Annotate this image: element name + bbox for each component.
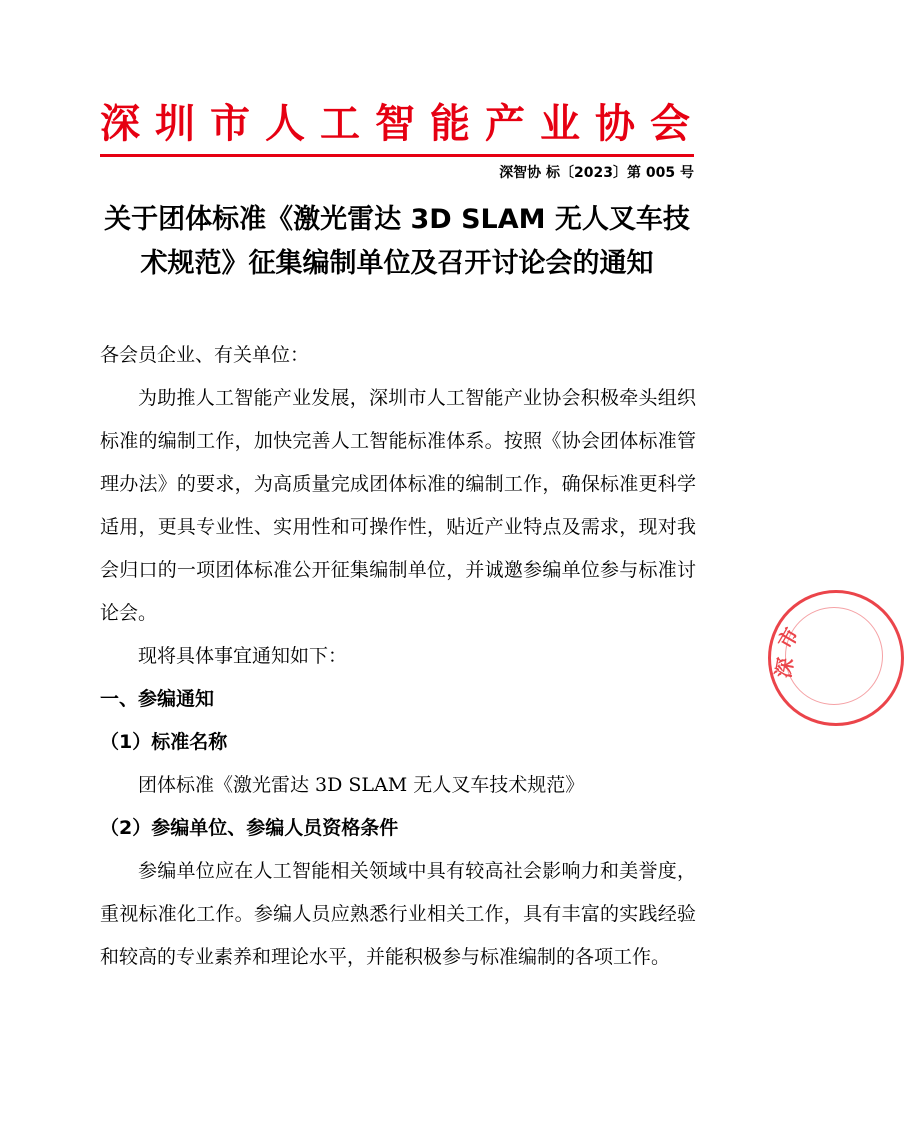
notice-title-line-2: 术规范》征集编制单位及召开讨论会的通知 — [140, 248, 654, 279]
seal-char-2: 深 — [770, 655, 799, 680]
salutation: 各会员企业、有关单位： — [100, 344, 310, 366]
notice-title-line-1: 关于团体标准《激光雷达 3D SLAM 无人叉车技 — [104, 204, 690, 235]
section-heading-1: 一、参编通知 — [100, 688, 215, 710]
document-number: 深智协 标〔2023〕第 005 号 — [499, 165, 694, 181]
intro-paragraph: 为助推人工智能产业发展，深圳市人工智能产业协会积极牵头组织标准的编制工作，加快完善人工智能标准体系。按照《协会团体标准管理办法》的要求，为高质量完成团体标准的编制工作，确保标准更科学适用，更具专业性、实用性和可操作性，贴近产业特点及需求，现对我会归口的一项团体标准公开征集编制单位，并诚邀参编单位参与标准讨论会。 — [100, 387, 696, 624]
organization-title: 深圳市人工智能产业协会 — [100, 101, 705, 147]
notice-title — [90, 198, 704, 286]
qualifications-paragraph: 参编单位应在人工智能相关领域中具有较高社会影响力和美誉度，重视标准化工作。参编人员应熟悉行业相关工作，具有丰富的实践经验和较高的专业素养和理论水平，并能积极参与标准编制的各项工作。 — [100, 860, 696, 968]
official-seal — [768, 590, 904, 726]
subheading-standard-name: （1）标准名称 — [100, 731, 228, 753]
subheading-qualifications: （2）参编单位、参编人员资格条件 — [100, 817, 399, 839]
seal-inner-ring — [785, 607, 883, 705]
header-red-rule — [100, 154, 694, 157]
seal-char-1: 市 — [772, 623, 804, 653]
standard-name-paragraph: 团体标准《激光雷达 3D SLAM 无人叉车技术规范》 — [138, 774, 585, 796]
lead-paragraph: 现将具体事宜通知如下： — [138, 645, 348, 667]
notice-body — [100, 334, 696, 979]
